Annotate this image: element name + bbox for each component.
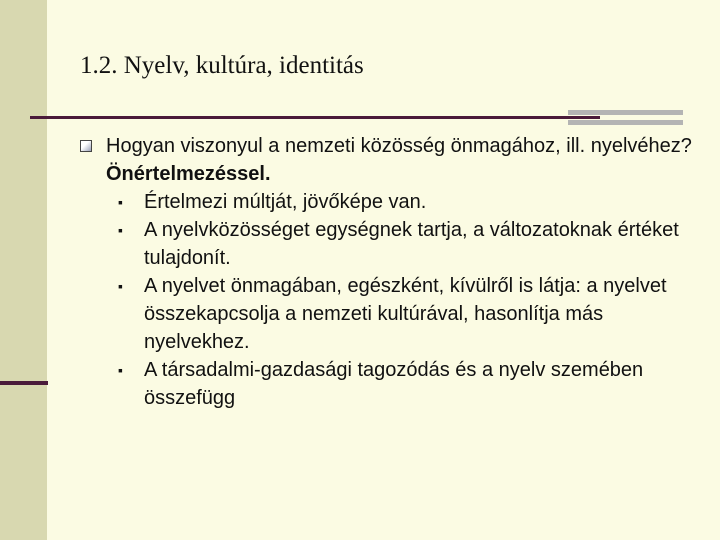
sub-bullet-item: [80, 216, 700, 272]
bullet-dot-icon: ▪: [118, 222, 123, 238]
checkbox-bullet-icon: [80, 140, 92, 152]
bullet-dot-icon: ▪: [118, 278, 123, 294]
title-underline-rule: [30, 116, 600, 119]
main-bullet-item: [80, 132, 700, 188]
sub-bullet-text: A nyelvet önmagában, egészként, kívülről is látja: a nyelvet összekapcsolja a nemzeti kultúrával, hasonlítja más nyelvekhez.: [144, 275, 667, 353]
sub-bullet-item: [80, 188, 700, 216]
slide-body: [80, 132, 700, 412]
slide-title: 1.2. Nyelv, kultúra, identitás: [80, 52, 364, 79]
sub-bullet-list: [80, 188, 700, 412]
title-gray-rule-bottom: [568, 120, 683, 125]
sub-bullet-text: Értelmezi múltját, jövőképe van.: [144, 191, 427, 213]
main-bullet-text: Hogyan viszonyul a nemzeti közösség önmagához, ill. nyelvéhez?: [106, 135, 692, 157]
main-bullet-bold-text: Önértelmezéssel.: [106, 163, 271, 185]
sidebar-accent-rule: [0, 381, 48, 385]
bullet-dot-icon: ▪: [118, 194, 123, 210]
sub-bullet-item: [80, 356, 700, 412]
bullet-dot-icon: ▪: [118, 362, 123, 378]
title-gray-rule-top: [568, 110, 683, 115]
sub-bullet-text: A társadalmi-gazdasági tagozódás és a nyelv szemében összefügg: [144, 359, 644, 409]
sub-bullet-item: [80, 272, 700, 356]
left-sidebar-band: [0, 0, 47, 540]
sub-bullet-text: A nyelvközösséget egységnek tartja, a változatoknak értéket tulajdonít.: [144, 219, 679, 269]
